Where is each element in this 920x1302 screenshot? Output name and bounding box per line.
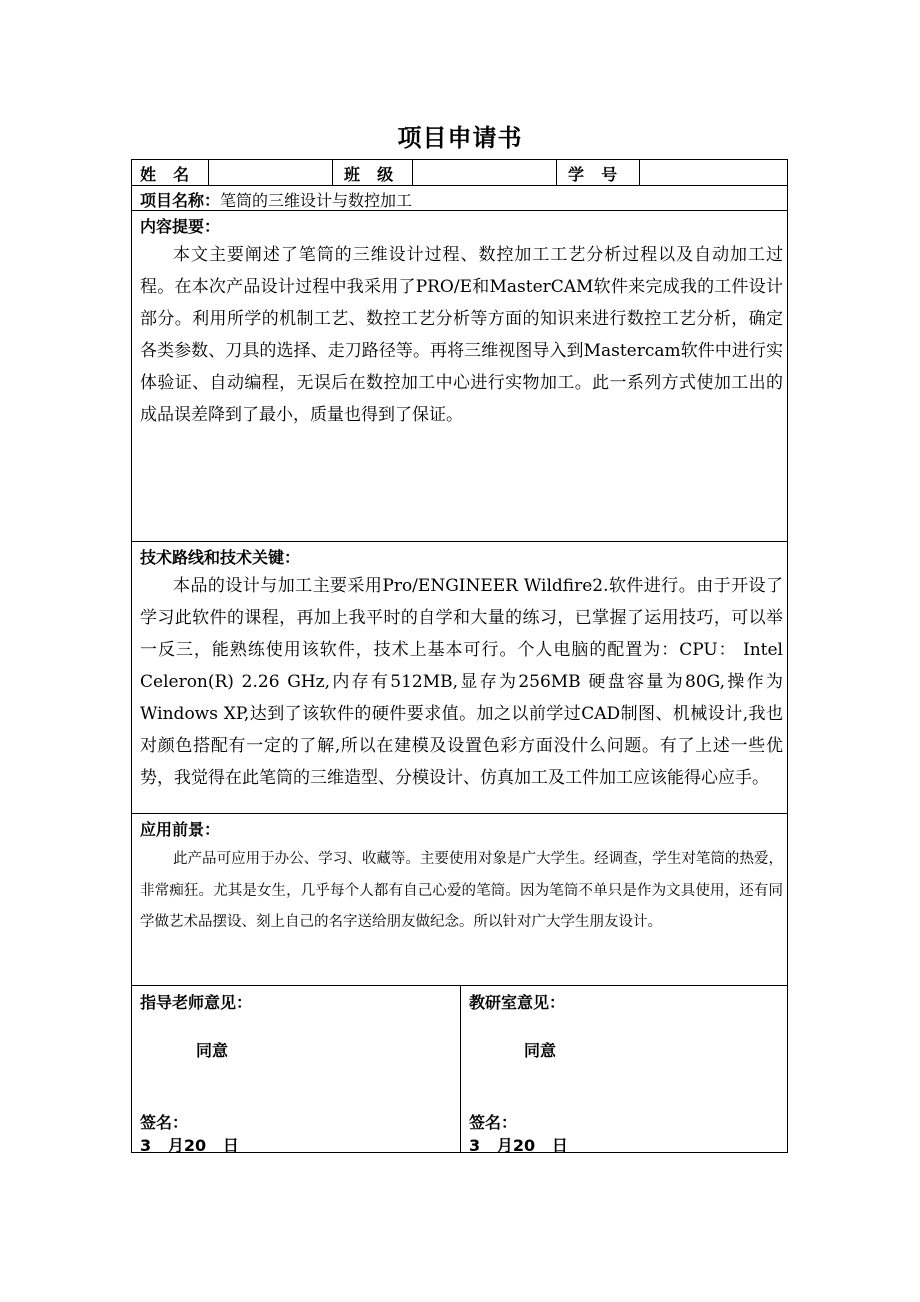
page-title: 项目申请书	[397, 124, 523, 152]
advisor-opinion-heading: 指导老师意见：	[140, 993, 253, 1012]
class-label: 班 级	[344, 165, 396, 184]
divider	[332, 160, 333, 185]
divider	[556, 160, 557, 185]
opinions-row	[132, 986, 787, 1155]
technical-section	[132, 542, 787, 814]
prospect-section	[132, 814, 787, 986]
prospect-heading: 应用前景：	[140, 820, 221, 839]
summary-text: 本文主要阐述了笔筒的三维设计过程、数控加工工艺分析过程以及自动加工过程。在本次产品设计过程中我采用了PRO/E和MasterCAM软件来完成我的工件设计部分。利用所学的机制工艺、数控工艺分析等方面的知识来进行数控工艺分析，确定各类参数、刀具的选择、走刀路径等。再将三维视图导入到Mastercam软件中进行实体验证、自动编程，无误后在数控加工中心进行实物加工。此一系列方式使加工出的成品误差降到了最小，质量也得到了保证。	[140, 245, 783, 425]
technical-text: 本品的设计与加工主要采用Pro/ENGINEER Wildfire2.软件进行。由于开设了学习此软件的课程，再加上我平时的自学和大量的练习，已掌握了运用技巧，可以举一反三，能熟练使用该软件，技术上基本可行。个人电脑的配置为：CPU： Intel Celeron(R) 2.26 GHz,内存有512MB,显存为256MB 硬盘容量为80G,操作为Windows XP,达到了该软件的硬件要求值。加之以前学过CAD制图、机械设计,我也对颜色搭配有一定的了解,所以在建模及设置色彩方面没什么问题。有了上述一些优势，我觉得在此笔筒的三维造型、分模设计、仿真加工及工件加工应该能得心应手。	[140, 576, 783, 788]
summary-heading: 内容提要：	[140, 217, 221, 236]
project-name-value: 笔筒的三维设计与数控加工	[220, 191, 413, 210]
advisor-signature-label: 签名：	[140, 1113, 189, 1132]
divider	[208, 160, 209, 185]
office-signature-label: 签名：	[469, 1113, 518, 1132]
office-opinion-text: 同意	[524, 1041, 557, 1060]
office-opinion-heading: 教研室意见：	[469, 993, 566, 1012]
advisor-date: 3 月20 日	[140, 1136, 239, 1155]
advisor-opinion-text: 同意	[196, 1041, 229, 1060]
summary-section	[132, 211, 787, 542]
project-name-heading: 项目名称：	[140, 191, 221, 210]
student-id-label: 学 号	[568, 165, 620, 184]
project-name-label	[140, 188, 412, 211]
technical-heading: 技术路线和技术关键：	[140, 548, 301, 567]
prospect-text: 此产品可应用于办公、学习、收藏等。主要使用对象是广大学生。经调查，学生对笔筒的热爱，非常痴狂。尤其是女生，几乎每个人都有自己心爱的笔筒。因为笔筒不单只是作为文具使用，还有同学做艺术品摆设、刻上自己的名字送给朋友做纪念。所以针对广大学生朋友设计。	[140, 851, 783, 930]
project-name-row	[132, 186, 787, 211]
office-date: 3 月20 日	[469, 1136, 568, 1155]
divider	[412, 160, 413, 185]
name-label: 姓 名	[140, 165, 192, 184]
divider	[460, 986, 461, 1152]
application-form-table	[131, 159, 788, 1153]
header-row	[132, 160, 787, 186]
divider	[639, 160, 640, 185]
